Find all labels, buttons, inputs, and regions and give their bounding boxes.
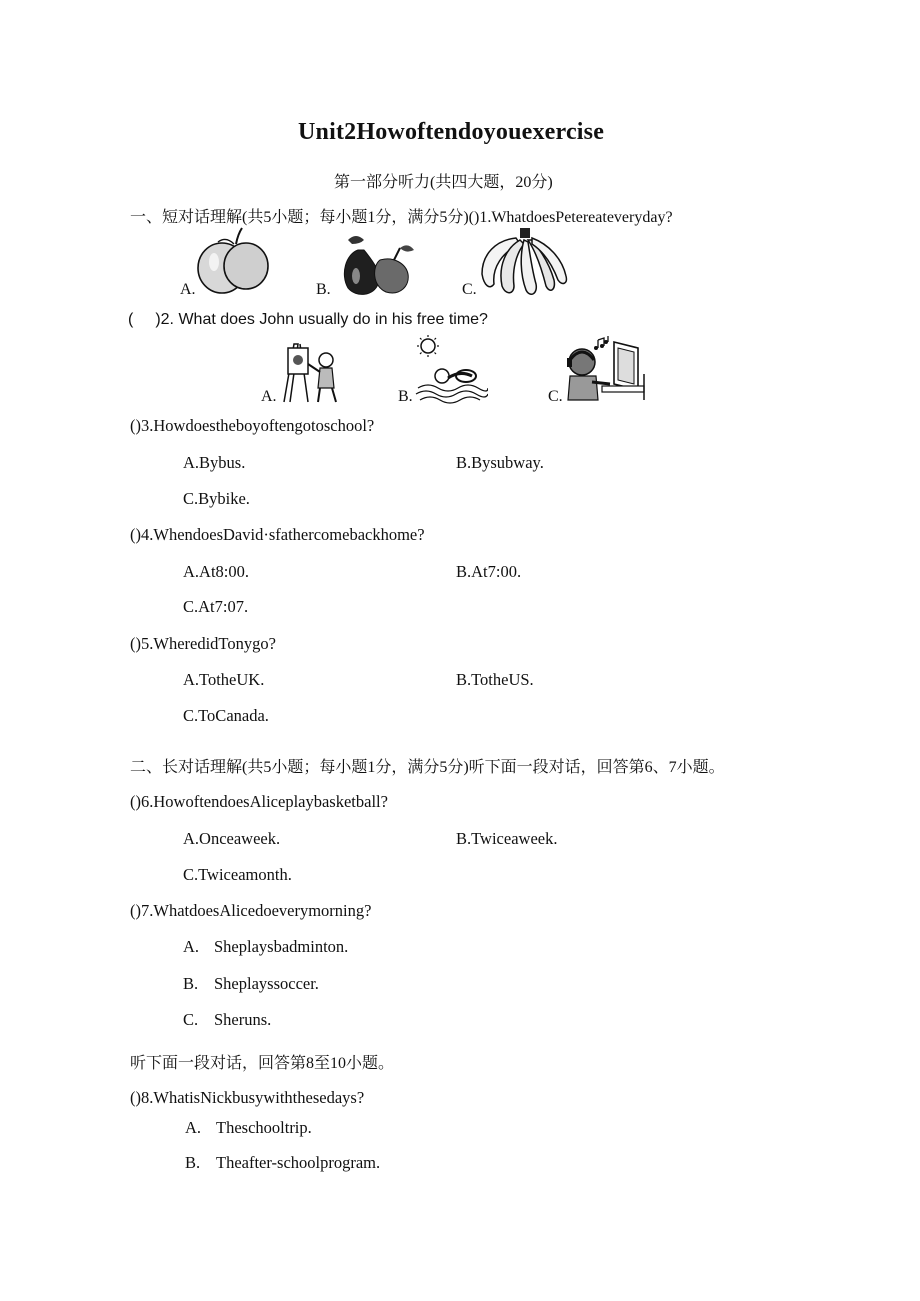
pears-icon: [336, 230, 418, 298]
q1-label-b: B.: [316, 281, 331, 298]
q2-label-b: B.: [398, 388, 413, 405]
q7-text: ()7.WhatdoesAlicedoeverymorning?: [130, 901, 372, 920]
swimming-icon: [414, 334, 488, 404]
q7-option-c-letter: C.: [183, 1010, 199, 1029]
q2-label-a: A.: [261, 388, 277, 405]
q2-question: )2. What does John usually do in his free time?: [155, 311, 488, 328]
q2-label-c: C.: [548, 388, 563, 405]
q7-option-a-letter: A.: [183, 937, 200, 956]
q4-option-a: A.At8:00.: [183, 562, 249, 581]
q5-option-c: C.ToCanada.: [183, 706, 269, 725]
q8-text: ()8.WhatisNickbusywiththesedays?: [130, 1088, 365, 1107]
q6-text: ()6.HowoftendoesAliceplaybasketball?: [130, 792, 388, 811]
q5-option-a: A.TotheUK.: [183, 670, 265, 689]
q7-option-a: Sheplaysbadminton.: [214, 937, 349, 956]
q8-option-b-letter: B.: [185, 1153, 201, 1172]
q1-label-a: A.: [180, 281, 196, 298]
q2-paren-open: (: [128, 311, 134, 328]
q3-option-b: B.Bysubway.: [456, 453, 544, 472]
apples-icon: [196, 226, 272, 296]
q4-option-c: C.At7:07.: [183, 597, 249, 616]
painting-icon: [278, 338, 344, 404]
q3-option-a: A.Bybus.: [183, 453, 246, 472]
q8-option-a-letter: A.: [185, 1118, 202, 1137]
q6-option-c: C.Twiceamonth.: [183, 865, 292, 884]
q2-text: [128, 311, 488, 329]
q6-option-b: B.Twiceaweek.: [456, 829, 558, 848]
q7-option-b-letter: B.: [183, 974, 199, 993]
part-heading: 第一部分听力(共四大题，20分): [334, 174, 553, 191]
bananas-icon: [476, 224, 574, 300]
computer-music-icon: [562, 334, 648, 404]
page-title: Unit2Howoftendoyouexercise: [298, 119, 605, 145]
q5-option-b: B.TotheUS.: [456, 670, 534, 689]
q4-text: ()4.WhendoesDavid·sfathercomebackhome?: [130, 525, 425, 544]
section2-instruction: 听下面一段对话，回答第8至10小题。: [130, 1055, 395, 1072]
q8-option-a: Theschooltrip.: [216, 1118, 312, 1137]
q1-label-c: C.: [462, 281, 477, 298]
q3-option-c: C.Bybike.: [183, 489, 250, 508]
section1-heading: 一、短对话理解(共5小题；每小题1分，满分5分)()1.WhatdoesPetereateveryday?: [130, 209, 673, 226]
q5-text: ()5.WheredidTonygo?: [130, 634, 276, 653]
section2-heading: 二、长对话理解(共5小题；每小题1分，满分5分)听下面一段对话，回答第6、7小题。: [130, 759, 725, 776]
q8-option-b: Theafter-schoolprogram.: [216, 1153, 381, 1172]
q6-option-a: A.Onceaweek.: [183, 829, 281, 848]
q4-option-b: B.At7:00.: [456, 562, 522, 581]
q7-option-b: Sheplayssoccer.: [214, 974, 319, 993]
q7-option-c: Sheruns.: [214, 1010, 272, 1029]
q3-text: ()3.Howdoestheboyoftengotoschool?: [130, 416, 375, 435]
